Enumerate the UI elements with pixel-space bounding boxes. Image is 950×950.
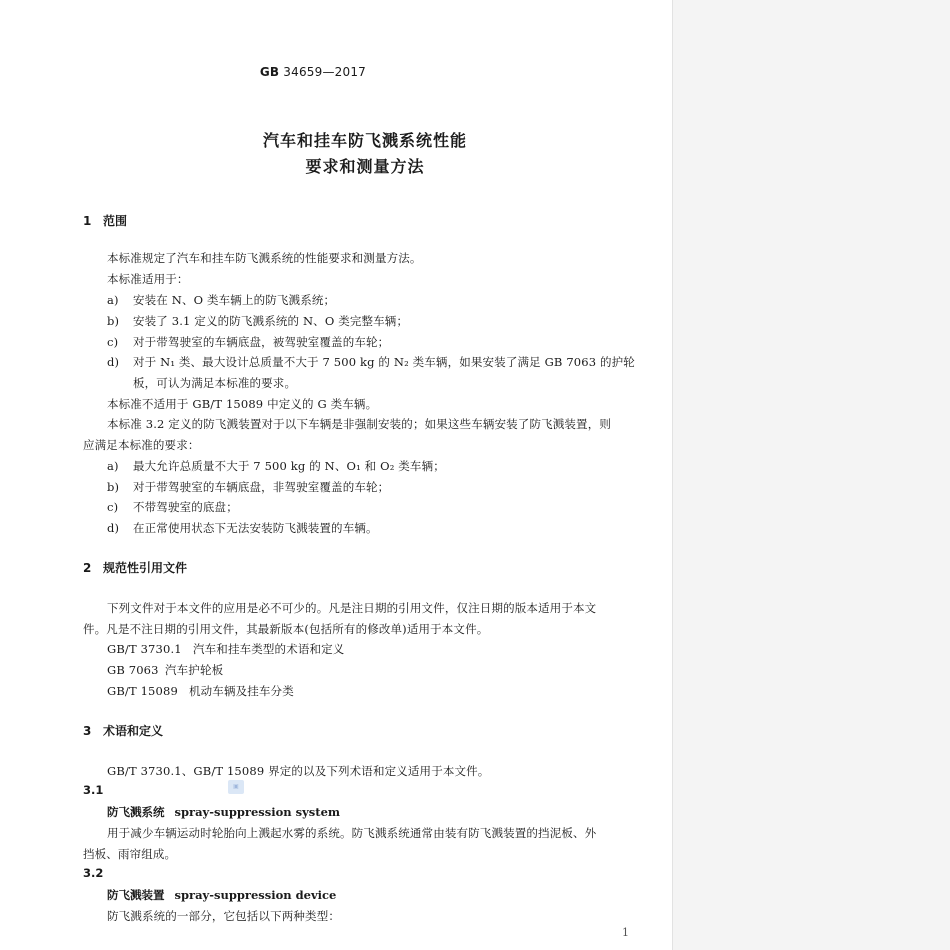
standard-code: 34659—2017 <box>283 65 366 79</box>
term-heading: 防飞溅装置 spray-suppression device <box>107 888 337 902</box>
term-number: 3.1 <box>83 783 104 797</box>
references-paragraph: 下列文件对于本文件的应用是必不可少的。凡是注日期的引用文件，仅注日期的版本适用于本文 <box>107 601 597 615</box>
list-item: a) 安装在 N、O 类车辆上的防飞溅系统； <box>107 293 336 307</box>
section-2-heading: 2 规范性引用文件 <box>83 561 188 575</box>
reference-item: GB/T 3730.1 汽车和挂车类型的术语和定义 <box>107 642 345 656</box>
list-item-continuation: 板，可认为满足本标准的要求。 <box>133 376 297 390</box>
section-3-heading: 3 术语和定义 <box>83 724 164 738</box>
list-item: d) 在正常使用状态下无法安装防飞溅装置的车辆。 <box>107 521 378 535</box>
references-paragraph-cont: 件。凡是不注日期的引用文件，其最新版本(包括所有的修改单)适用于本文件。 <box>83 622 489 636</box>
list-item: c) 不带驾驶室的底盘； <box>107 500 238 514</box>
scope-paragraph-1: 本标准规定了汽车和挂车防飞溅系统的性能要求和测量方法。 <box>107 251 422 265</box>
term-definition: 用于减少车辆运动时轮胎向上溅起水雾的系统。防飞溅系统通常由装有防飞溅装置的挡泥板、外 <box>107 826 597 840</box>
standard-number <box>260 65 366 79</box>
list-item: b) 安装了 3.1 定义的防飞溅系统的 N、O 类完整车辆； <box>107 314 409 328</box>
term-number: 3.2 <box>83 866 104 880</box>
viewer-background-panel <box>672 0 950 950</box>
scope-paragraph-2: 本标准适用于： <box>107 272 189 286</box>
scope-paragraph-3: 本标准不适用于 GB/T 15089 中定义的 G 类车辆。 <box>107 397 378 411</box>
list-item: c) 对于带驾驶室的车辆底盘，被驾驶室覆盖的车轮； <box>107 335 390 349</box>
term-definition: 防飞溅系统的一部分，它包括以下两种类型： <box>107 909 340 923</box>
reference-item: GB 7063 汽车护轮板 <box>107 663 224 677</box>
list-item: d) 对于 N₁ 类、最大设计总质量不大于 7 500 kg 的 N₂ 类车辆，如果安装了满足 GB 7063 的护轮 <box>107 355 635 369</box>
section-1-heading: 1 范围 <box>83 214 128 228</box>
standard-prefix: GB <box>259 65 280 79</box>
reference-item: GB/T 15089 机动车辆及挂车分类 <box>107 684 294 698</box>
term-heading: 防飞溅系统 spray-suppression system <box>107 805 341 819</box>
term-definition-cont: 挡板、雨帘组成。 <box>83 847 177 861</box>
document-title-line-2: 要求和测量方法 <box>305 157 425 176</box>
document-title-line-1: 汽车和挂车防飞溅系统性能 <box>262 131 467 150</box>
terms-paragraph: GB/T 3730.1、GB/T 15089 界定的以及下列术语和定义适用于本文件。 <box>107 764 490 778</box>
page-number: 1 <box>622 926 629 939</box>
watermark-logo: ▣ <box>228 780 244 794</box>
scope-paragraph-4-cont: 应满足本标准的要求： <box>83 438 200 452</box>
list-item: b) 对于带驾驶室的车辆底盘，非驾驶室覆盖的车轮； <box>107 480 390 494</box>
scope-paragraph-4: 本标准 3.2 定义的防飞溅装置对于以下车辆是非强制安装的；如果这些车辆安装了防飞溅装置，则 <box>107 417 611 431</box>
list-item: a) 最大允许总质量不大于 7 500 kg 的 N、O₁ 和 O₂ 类车辆； <box>107 459 445 473</box>
